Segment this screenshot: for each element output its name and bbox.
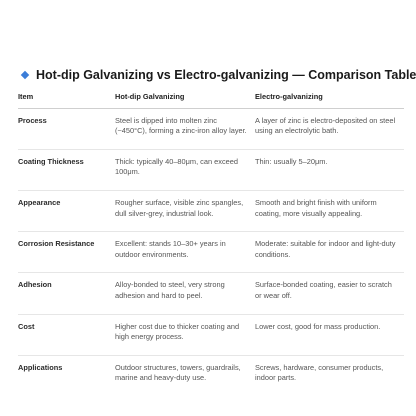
header-item: Item: [18, 88, 115, 108]
table-row: [18, 273, 404, 314]
hot-dip-cell: Thick: typically 40–80μm, can exceed 100μm.: [115, 149, 255, 190]
electro-cell: A layer of zinc is electro-deposited on steel using an electrolytic bath.: [255, 108, 404, 149]
table-row: [18, 355, 404, 396]
row-label: Cost: [18, 314, 115, 355]
hot-dip-cell: Excellent: stands 10–30+ years in outdoor environments.: [115, 232, 255, 273]
electro-cell: Screws, hardware, consumer products, indoor parts.: [255, 362, 384, 383]
table-row: [18, 314, 404, 355]
row-label: Process: [18, 108, 115, 149]
table-row: [18, 232, 404, 273]
hot-dip-cell: Outdoor structures, towers, guardrails, marine and heavy-duty use.: [115, 362, 241, 383]
title-row: [18, 66, 416, 84]
hot-dip-cell: Higher cost due to thicker coating and high energy process.: [115, 314, 255, 355]
hot-dip-cell: Rougher surface, visible zinc spangles, dull silver-grey, industrial look.: [115, 190, 255, 231]
row-label: Corrosion Resistance: [18, 232, 115, 273]
table-row: [18, 149, 404, 190]
comparison-table: [18, 88, 404, 396]
electro-cell: Lower cost, good for mass production.: [255, 314, 404, 355]
header-electro: Electro-galvanizing: [255, 88, 404, 108]
page-title: Hot-dip Galvanizing vs Electro-galvanizing — Comparison Table: [36, 68, 416, 82]
row-label: Appearance: [18, 190, 115, 231]
row-label: Coating Thickness: [18, 149, 115, 190]
table-row: [18, 190, 404, 231]
electro-cell: Surface-bonded coating, easier to scratch or wear off.: [255, 273, 404, 314]
hot-dip-cell: Alloy-bonded to steel, very strong adhesion and hard to peel.: [115, 273, 255, 314]
table-row: [18, 108, 404, 149]
diamond-bullet-icon: [21, 71, 29, 79]
hot-dip-cell: Steel is dipped into molten zinc (~450°C), forming a zinc-iron alloy layer.: [115, 108, 255, 149]
header-hot-dip: Hot-dip Galvanizing: [115, 88, 255, 108]
row-label: Adhesion: [18, 273, 115, 314]
electro-cell: Thin: usually 5–20μm.: [255, 149, 404, 190]
electro-cell: Moderate: suitable for indoor and light-duty conditions.: [255, 232, 404, 273]
table-header-row: [18, 88, 404, 108]
electro-cell: Smooth and bright finish with uniform coating, more visually appealing.: [255, 190, 404, 231]
row-label: Applications: [18, 362, 63, 372]
